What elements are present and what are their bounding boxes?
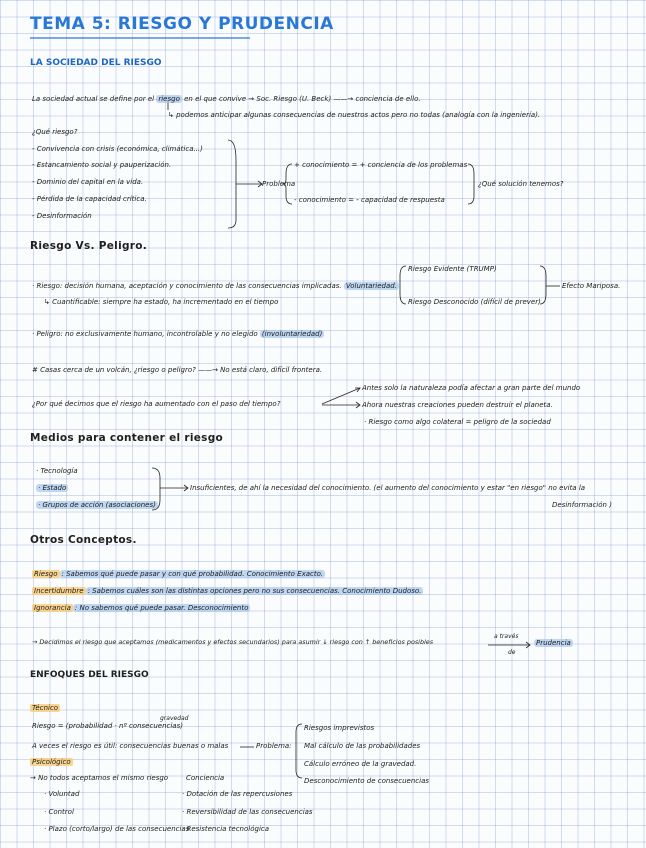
factor-item: · Reversibilidad de las consecuencias	[182, 808, 313, 816]
ahora-text: Ahora nuestras creaciones pueden destruir el planeta.	[362, 401, 553, 409]
medios-desinformacion: Desinformación )	[552, 501, 612, 509]
efecto-mariposa: Efecto Mariposa.	[562, 282, 621, 290]
list-item: - Estancamiento social y pauperización.	[32, 161, 172, 169]
concept-ignorancia-text: : No sabemos qué puede pasar. Desconocimiento	[74, 604, 249, 612]
problem-item: Mal cálculo de las probabilidades	[304, 742, 421, 750]
a-veces-text: A veces el riesgo es útil: consecuencias buenas o malas	[32, 742, 229, 750]
problem-item: Cálculo erróneo de la gravedad.	[304, 760, 417, 768]
question-riesgo: ¿Qué riesgo?	[32, 128, 78, 136]
factor-item: · Voluntad	[44, 790, 80, 798]
concept-ignorancia	[32, 604, 250, 613]
factor-item: · Control	[44, 808, 74, 816]
tecnico-label: Técnico	[32, 704, 59, 712]
list-item: · Estado	[38, 484, 67, 492]
factor-item: · Resistencia tecnológica	[182, 825, 270, 833]
concept-incertidumbre-text: : Sabemos cuáles son las distintas opciones pero no sus consecuencias. Conocimiento Dudoso.	[87, 587, 422, 595]
formula: Riesgo = (probabilidad · nº consecuencias)	[32, 722, 183, 730]
prudencia-wrap	[534, 639, 573, 648]
psicologico-label: Psicológico	[32, 758, 71, 766]
list-item-estado-wrap	[36, 484, 68, 493]
section-heading-sociedad: LA SOCIEDAD DEL RIESGO	[30, 58, 162, 68]
problema-label-2: Problema:	[256, 742, 292, 750]
riesgo-cuantificable: ↳ Cuantificable: siempre ha estado, ha incrementado en el tiempo	[44, 298, 279, 306]
casas-volcan: # Casas cerca de un volcán, ¿riesgo o peligro? ——→ No está claro, difícil frontera.	[32, 366, 323, 374]
concept-incertidumbre-label: Incertidumbre	[34, 587, 84, 595]
concept-riesgo-text: : Sabemos qué puede pasar y con qué probabilidad. Conocimiento Exacto.	[61, 570, 324, 578]
de-label: de	[508, 649, 516, 656]
conciencia-label: Conciencia	[186, 774, 225, 782]
medios-insuficientes: Insuficientes, de ahí la necesidad del conocimiento. (el aumento del conocimiento y estar "en riesgo" no evita la	[190, 484, 586, 492]
problem-item: Riesgos imprevistos	[304, 724, 375, 732]
por-que-question: ¿Por qué decimos que el riesgo ha aumentado con el paso del tiempo?	[32, 400, 281, 408]
peligro-def	[32, 330, 324, 339]
problema-label: Problema	[262, 180, 296, 188]
colateral-text: · Riesgo como algo colateral = peligro de la sociedad	[364, 418, 551, 426]
list-item: - Convivencia con crisis (económica, climática...)	[32, 145, 203, 153]
peligro-def-highlight: (involuntariedad)	[261, 330, 323, 338]
no-todos-text: → No todos aceptamos el mismo riesgo	[30, 774, 169, 782]
section-heading-otros: Otros Conceptos.	[30, 534, 137, 546]
antes-text: Antes solo la naturaleza podía afectar a gran parte del mundo	[362, 384, 581, 392]
factor-item: · Plazo (corto/largo) de las consecuencias	[44, 825, 190, 833]
list-item: · Grupos de acción (asociaciones)	[38, 501, 156, 509]
problem-less: - conocimiento = - capacidad de respuesta	[294, 196, 445, 204]
intro-highlight: riesgo	[158, 95, 180, 103]
psico-wrap	[30, 758, 73, 767]
riesgo-desconocido: Riesgo Desconocido (difícil de prever)	[408, 298, 541, 306]
formula-gravedad: gravedad	[160, 715, 189, 722]
problem-item: Desconocimiento de consecuencias	[304, 777, 430, 785]
riesgo-def	[32, 282, 399, 291]
page-title: TEMA 5: RIESGO Y PRUDENCIA	[30, 14, 334, 34]
decidimos-text: → Decidimos el riesgo que aceptamos (medicamentos y efectos secundarios) para asumir ↓ riesgo con ↑ beneficios posibles	[32, 638, 434, 646]
prudencia-label: Prudencia	[536, 639, 571, 647]
concept-incertidumbre	[32, 587, 423, 596]
intro-text-1: La sociedad actual se define por el	[32, 95, 155, 103]
section-heading-riesgo-peligro: Riesgo Vs. Peligro.	[30, 240, 148, 252]
tecnico-wrap	[30, 704, 60, 713]
section-heading-enfoques: ENFOQUES DEL RIESGO	[30, 670, 149, 680]
solution-question: ¿Qué solución tenemos?	[478, 180, 564, 188]
intro-sub: ↳ podemos anticipar algunas consecuencias de nuestros actos pero no todas (analogía con la ingeniería).	[168, 111, 541, 119]
peligro-def-text: · Peligro: no exclusivamente humano, incontrolable y no elegido	[32, 330, 258, 338]
riesgo-evidente: Riesgo Evidente (TRUMP)	[408, 265, 497, 273]
section-heading-medios: Medios para contener el riesgo	[30, 432, 224, 444]
list-item: - Desinformación	[32, 212, 92, 220]
concept-ignorancia-label: Ignorancia	[34, 604, 71, 612]
concept-riesgo-label: Riesgo	[34, 570, 58, 578]
list-item-grupos-wrap	[36, 501, 158, 510]
factor-item: · Dotación de las repercusiones	[182, 790, 293, 798]
problem-more: + conocimiento = + conciencia de los problemas	[294, 161, 468, 169]
riesgo-def-text: · Riesgo: decisión humana, aceptación y conocimiento de las consecuencias implicadas.	[32, 282, 342, 290]
intro-text-2: en el que convive → Soc. Riesgo (U. Beck) ——→ conciencia de ello.	[184, 95, 421, 103]
concept-riesgo	[32, 570, 325, 579]
intro-line	[32, 95, 421, 104]
list-item: - Pérdida de la capacidad crítica.	[32, 195, 147, 203]
riesgo-def-highlight: Voluntariedad.	[345, 282, 397, 290]
list-item: · Tecnología	[36, 467, 78, 475]
list-item: - Dominio del capital en la vida.	[32, 178, 144, 186]
a-traves-label: a través	[494, 633, 519, 640]
